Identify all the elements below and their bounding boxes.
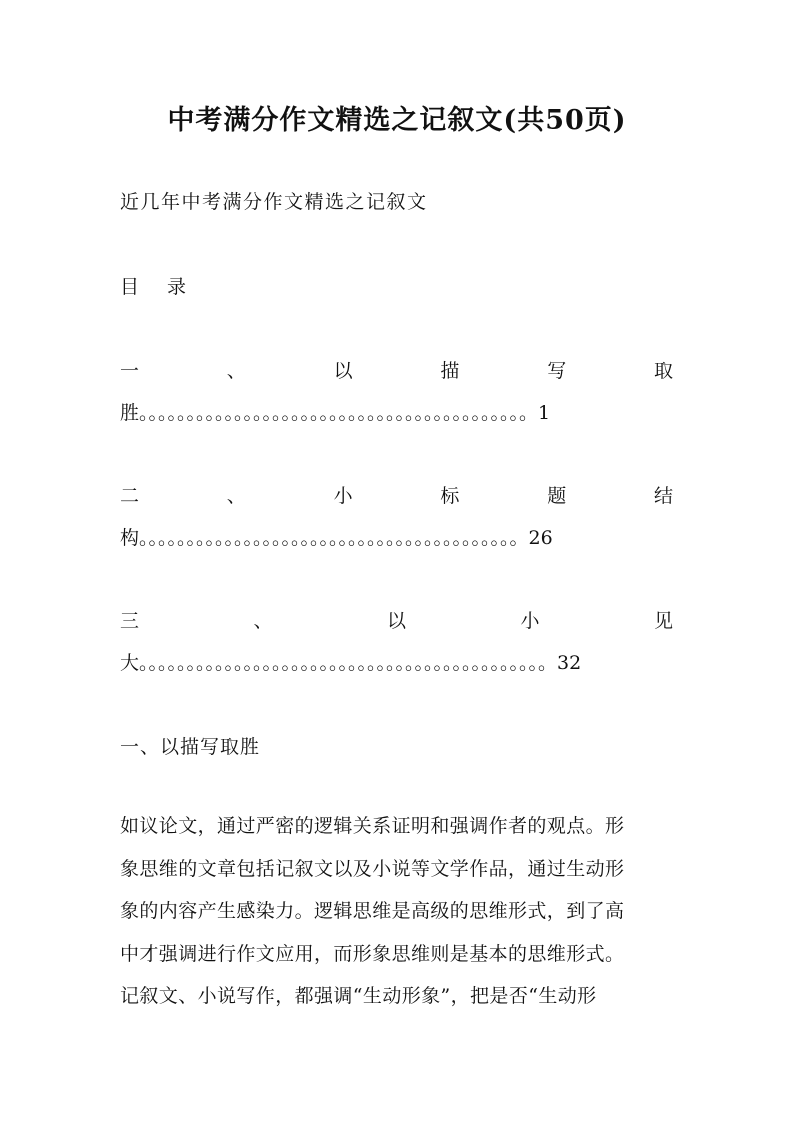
toc-entry-3-leader-dots: 。。。。。。。。。。。。。。。。。。。。。。。。。。。。。。。。。。。。。。。。。。。 [139, 652, 558, 674]
toc-entry-1-char: 取 [653, 360, 673, 382]
toc-entry-3-char: 以 [386, 610, 406, 632]
toc-entry-1-leader-dots: 。。。。。。。。。。。。。。。。。。。。。。。。。。。。。。。。。。。。。。。。。 [139, 402, 539, 424]
section-heading: 一、以描写取胜 [120, 736, 261, 758]
paragraph-line: 如议论文，通过严密的逻辑关系证明和强调作者的观点。形 [120, 815, 625, 837]
paragraph-line: 象的内容产生感染力。逻辑思维是高级的思维形式，到了高 [120, 900, 625, 922]
toc-entry-1-char: 一 [120, 360, 140, 382]
body-paragraph [120, 805, 676, 1018]
toc-entry-1-char: 以 [333, 360, 353, 382]
toc-entry-2-char: 、 [226, 485, 246, 507]
toc-heading [120, 272, 186, 299]
toc-entry-3-line-1 [120, 606, 673, 633]
toc-entry-3-char: 见 [653, 610, 673, 632]
toc-entry-1-line-1 [120, 356, 673, 383]
paragraph-line: 记叙文、小说写作，都强调“生动形象”，把是否“生动形 [120, 985, 597, 1007]
toc-heading-char-1: 目 [120, 276, 140, 298]
document-title: 中考满分作文精选之记叙文(共50页) [167, 105, 627, 136]
toc-entry-3-page-number: 32 [557, 652, 582, 674]
toc-entry-2-line-1 [120, 481, 673, 508]
toc-entry-2-char: 题 [547, 485, 567, 507]
toc-entry-3-char: 小 [520, 610, 540, 632]
toc-entry-2-tail: 构 [120, 527, 140, 549]
paragraph-line: 象思维的文章包括记叙文以及小说等文学作品，通过生动形 [120, 857, 625, 880]
toc-entry-2-page-number: 26 [528, 527, 553, 549]
toc-entry-3-line-2 [120, 648, 581, 675]
toc-entry-1-line-2 [120, 398, 550, 425]
toc-entry-2-char: 结 [653, 485, 673, 507]
document-subtitle: 近几年中考满分作文精选之记叙文 [120, 191, 428, 213]
toc-entry-2-char: 二 [120, 485, 140, 507]
paragraph-line: 中才强调进行作文应用，而形象思维则是基本的思维形式。 [120, 942, 625, 965]
toc-entry-3-char: 三 [120, 610, 140, 632]
toc-heading-char-2: 录 [167, 276, 187, 298]
toc-entry-1-char: 描 [440, 360, 460, 382]
toc-entry-2-line-2 [120, 523, 553, 550]
toc-entry-1-char: 写 [547, 360, 567, 382]
toc-entry-2-char: 标 [440, 485, 460, 507]
toc-entry-1-page-number: 1 [538, 402, 551, 424]
toc-entry-1-char: 、 [226, 360, 246, 382]
toc-entry-3-tail: 大 [120, 652, 140, 674]
toc-entry-2-char: 小 [333, 485, 353, 507]
toc-entry-3-char: 、 [253, 610, 273, 632]
toc-entry-1-tail: 胜 [120, 402, 140, 424]
toc-entry-2-leader-dots: 。。。。。。。。。。。。。。。。。。。。。。。。。。。。。。。。。。。。。。。。 [139, 527, 529, 549]
